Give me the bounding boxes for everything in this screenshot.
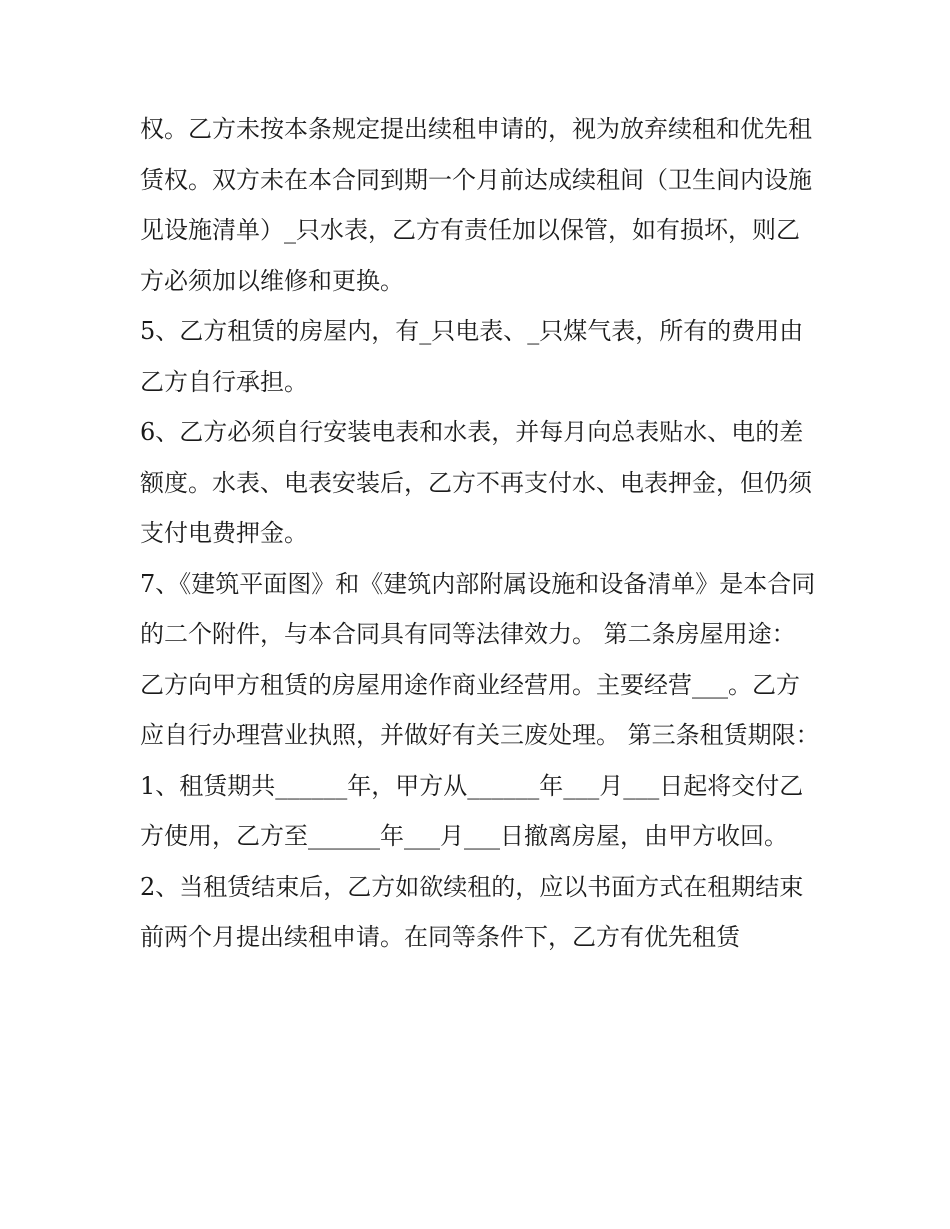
paragraph-term-1: 1、租赁期共______年，甲方从______年___月___日起将交付乙方使用，乙方至______年___月___日撤离房屋，由甲方收回。: [140, 771, 804, 850]
paragraph-renewal-continuation: 权。乙方未按本条规定提出续租申请的，视为放弃续租和优先租赁权。双方未在本合同到期一个月前达成续租间（卫生间内设施见设施清单）_只水表，乙方有责任加以保管，如有损坏，则乙方必须加以维修和更换。: [140, 115, 812, 295]
paragraph-term-2: 2、当租赁结束后，乙方如欲续租的，应以书面方式在租期结束前两个月提出续租申请。在同等条件下，乙方有优先租赁: [140, 872, 804, 951]
paragraph-clause-7: 7、《建筑平面图》和《建筑内部附属设施和设备清单》是本合同的二个附件，与本合同具有同等法律效力。 第二条房屋用途：: [140, 569, 816, 648]
paragraph-clause-6: 6、乙方必须自行安装电表和水表，并每月向总表贴水、电的差额度。水表、电表安装后，乙方不再支付水、电表押金，但仍须支付电费押金。: [140, 418, 812, 547]
document-body: [140, 104, 820, 963]
paragraph-clause-5: 5、乙方租赁的房屋内，有_只电表、_只煤气表，所有的费用由乙方自行承担。: [140, 317, 804, 396]
paragraph-usage: 乙方向甲方租赁的房屋用途作商业经营用。主要经营___。乙方应自行办理营业执照，并做好有关三废处理。 第三条租赁期限：: [140, 670, 820, 749]
